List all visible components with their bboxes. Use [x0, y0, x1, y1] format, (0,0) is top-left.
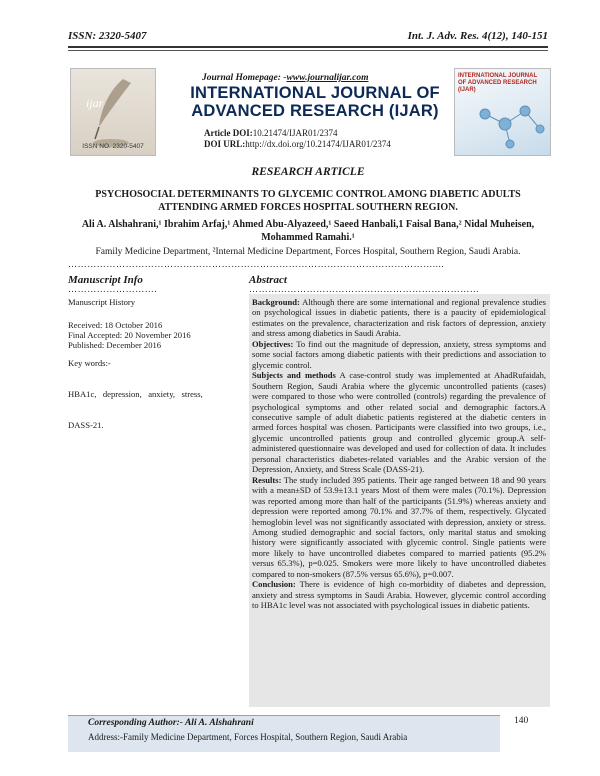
objectives-text: To find out the magnitude of depression, anxiety, stress symptoms and some social factors among diabetic patients with their predictions and association to glycemic control. [252, 338, 546, 370]
journal-title [170, 84, 460, 120]
conclusion-label: Conclusion: [252, 579, 296, 590]
affiliation: Family Medicine Department, ²Internal Medicine Department, Forces Hospital, Southern Region, Saudi Arabia. [95, 247, 521, 257]
author-address: Address:-Family Medicine Department, Forces Hospital, Southern Region, Saudi Arabia [88, 732, 408, 742]
doi-url-value[interactable]: http://dx.doi.org/10.21474/IJAR01/2374 [245, 139, 391, 149]
methods-text: A case-control study was implemented at AhadRufaidah, Southern Region, Saudi Arabia where the glycemic uncontrolled patients (cases) were compared to those who were controlled (controls) regarding the prevalence of psychological symptoms and other related social and demographic factors.A consecutive sample of adult diabetic patients registered at the diabetic centers in armed forces hospital was chosen. Participants were classified into two groups, i.e., glycemic uncontrolled patients group and controlled glycemic group.A self-administered questionnaire was developed and used for collection of data. It includes personal characteristics diabetes-related variables and the Arabic version of the Depression, Anxiety, and Stress Scale (DASS-21). [252, 370, 546, 475]
right-dotted-separator: ……………………………………………………………… [249, 284, 480, 294]
objectives-label: Objectives: [252, 338, 294, 349]
keywords [68, 369, 218, 440]
cover-title: INTERNATIONAL JOURNAL OF ADVANCED RESEARCH (IJAR) [458, 73, 538, 93]
doi-url-label: DOI URL: [204, 139, 246, 149]
keywords-line2: DASS-21. [68, 420, 104, 431]
header-rule [68, 46, 548, 48]
authors-line2: Mohammed Ramahi.¹ [261, 231, 355, 243]
corresponding-label: Corresponding Author:- [88, 718, 183, 728]
abstract-background [252, 297, 546, 339]
doi-value[interactable]: 10.21474/IJAR01/2374 [252, 128, 338, 138]
results-text: The study included 395 patients. Their age ranged between 18 and 90 years with a mean±SD of 53.9±13.1 years Most of them were males (70.1%). Depression was reported among more than half of the participants (51.9%) whereas anxiety and depression were reported among 70.1% and 37.7% of them, respectively. Glycated hemoglobin level was not significantly associated with depression, anxiety or stress. Among studied demographic and social factors, only marital status and smoking history were significantly associated with glycemic control. Single patients were more likely to have uncontrolled diabetes compared to married patients (95.2% versus 65.3%), p=0.025. Smokers were more likely to have uncontrolled diabetes compared to non-smokers (87.5% versus 65.6%), p=0.007. [252, 474, 546, 579]
keywords-line1: HBA1c, depression, anxiety, stress, [68, 389, 203, 400]
issn-header: ISSN: 2320-5407 [68, 30, 147, 42]
doi-label: Article DOI: [204, 128, 253, 138]
corresponding-name: Ali A. Alshahrani [182, 718, 254, 728]
logo-text: ijar [86, 96, 104, 110]
abstract-body [252, 297, 546, 611]
left-dotted-separator: ………………………. [68, 284, 158, 294]
background-label: Background: [252, 297, 300, 307]
dotted-separator: …………………………………………………………………………………………………….... [68, 259, 445, 269]
manuscript-dates [68, 320, 218, 351]
manuscript-info-heading: Manuscript Info [68, 274, 143, 286]
conclusion-text: There is evidence of high co-morbidity of diabetes and depression, anxiety and stress symptoms in Saudi Arabia. However, glycemic control according to HBA1c level was not associated with psychological issues in diabetic patients. [252, 579, 546, 611]
authors-line1: Ali A. Alshahrani,¹ Ibrahim Arfaj,¹ Ahmed Abu-Alyazeed,¹ Saeed Hanbali,1 Faisal Bana,² Nidal Muheisen, [81, 219, 535, 230]
article-type: RESEARCH ARTICLE [251, 166, 365, 178]
keywords-label: Key words:- [68, 358, 111, 368]
results-label: Results: [252, 474, 282, 485]
received-date: Received: 18 October 2016 [68, 320, 163, 330]
accepted-date: Final Accepted: 20 November 2016 [68, 330, 191, 341]
homepage-link[interactable]: www.journalijar.com [286, 73, 369, 83]
manuscript-history-label: Manuscript History [68, 297, 136, 307]
doi-block [204, 128, 391, 150]
background-text: Although there are some international and regional prevalence studies on psychological issues in diabetic patients, there is a paucity of epidemiological estimates on the prevalence, characterization and risk factors of depression, anxiety and stress among diabetics in Saudi Arabia. [252, 297, 546, 339]
author-list [68, 219, 548, 244]
abstract-results [252, 475, 546, 580]
paper-title [80, 189, 536, 214]
logo-issn: ISSN NO. 2320-5407 [82, 143, 144, 150]
page-number: 140 [514, 716, 529, 726]
journal-title-line2: ADVANCED RESEARCH (IJAR) [191, 102, 439, 120]
abstract-objectives [252, 339, 546, 370]
abstract-heading: Abstract [249, 274, 287, 286]
journal-homepage [202, 73, 368, 83]
corresponding-author [88, 718, 254, 728]
paper-title-line1: PSYCHOSOCIAL DETERMINANTS TO GLYCEMIC CONTROL AMONG DIABETIC ADULTS [95, 189, 521, 200]
published-date: Published: December 2016 [68, 340, 162, 351]
methods-label: Subjects and methods [252, 370, 336, 381]
citation-header: Int. J. Adv. Res. 4(12), 140-151 [407, 30, 548, 42]
homepage-label: Journal Homepage: - [202, 73, 287, 83]
journal-title-line1: INTERNATIONAL JOURNAL OF [190, 84, 440, 102]
abstract-methods [252, 370, 546, 475]
abstract-conclusion [252, 579, 546, 610]
paper-title-line2: ATTENDING ARMED FORCES HOSPITAL SOUTHERN REGION. [158, 201, 458, 213]
header-rule-thin [68, 50, 548, 51]
